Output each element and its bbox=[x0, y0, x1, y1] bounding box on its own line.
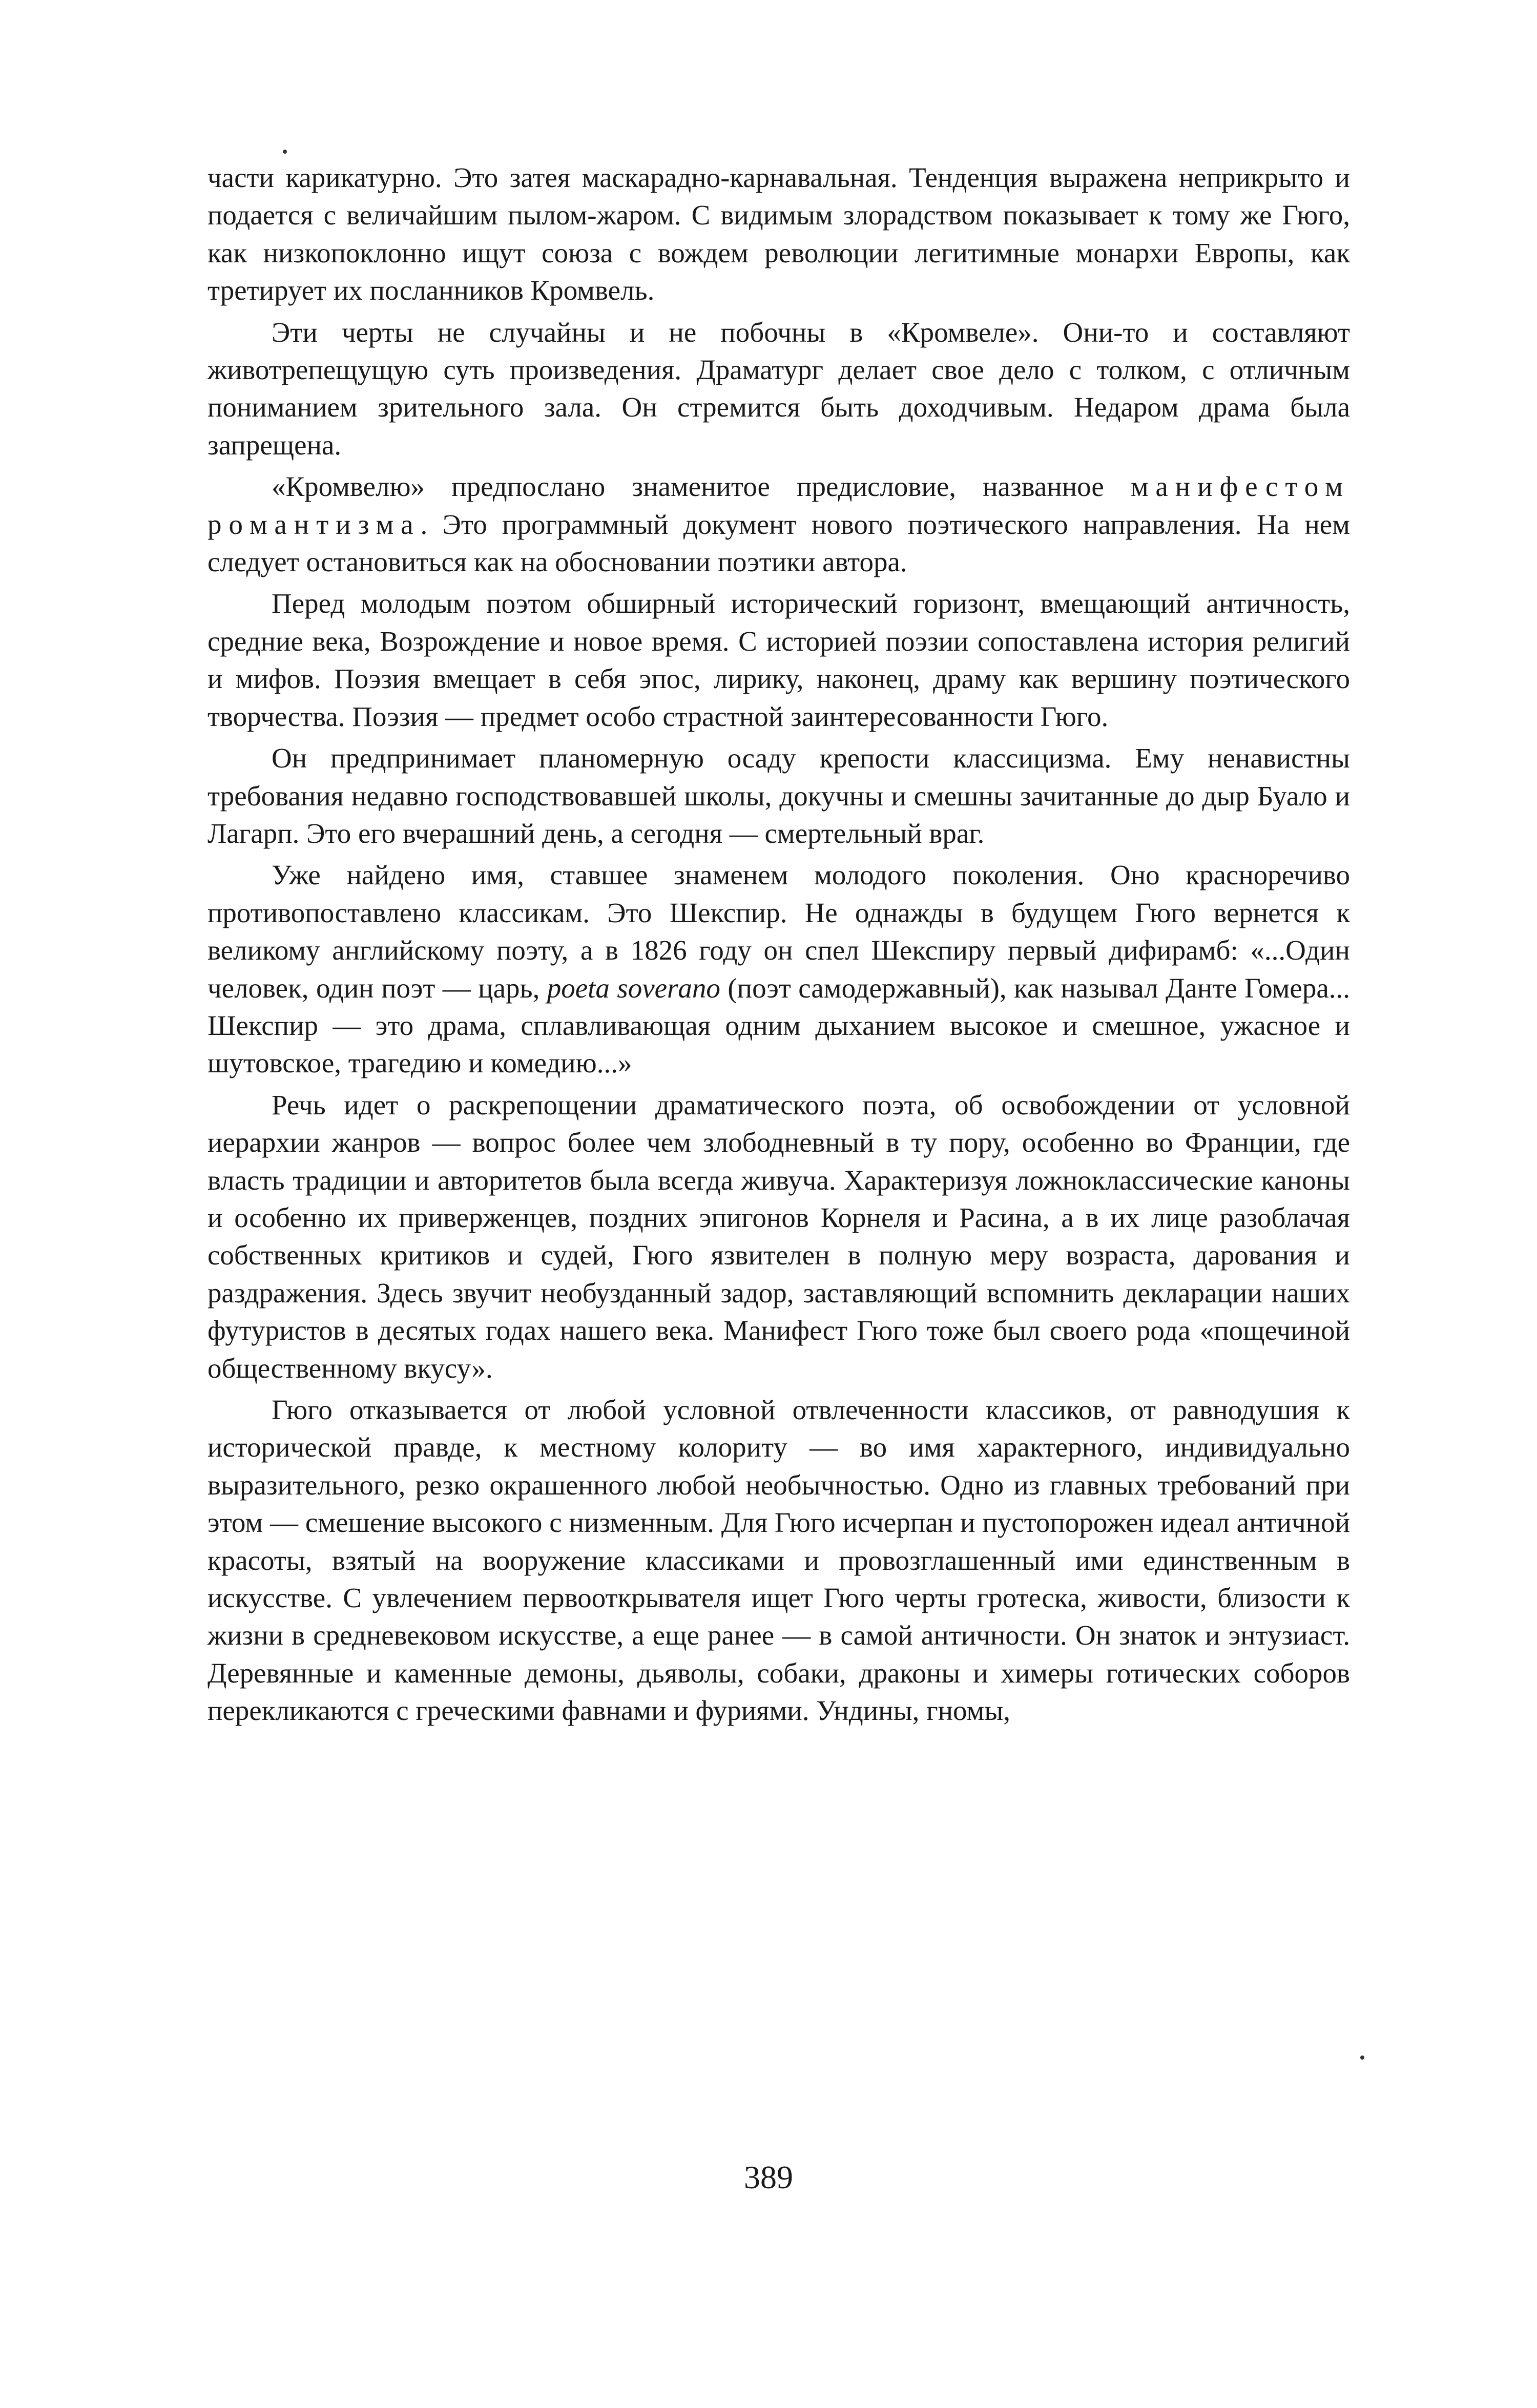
print-speck bbox=[1360, 2056, 1364, 2060]
italic-phrase: poeta soverano bbox=[547, 972, 720, 1004]
print-speck bbox=[283, 150, 287, 154]
paragraph-3-text-before: «Кромвелю» предпослано знаменитое предисловие, названное bbox=[272, 471, 1131, 503]
paragraph-3-text-after: . Это программный документ нового поэтического направления. На нем следует остановиться как на обосновании поэтики автора. bbox=[207, 508, 1350, 578]
paragraph-6 bbox=[207, 856, 1350, 1082]
paragraph-2: Эти черты не случайны и не побочны в «Кромвеле». Они-то и составляют животрепещущую суть произведения. Драматург делает свое дело с толком, с отличным пониманием зрительного зала. Он стремится быть доходчивым. Недаром драма была запрещена. bbox=[207, 316, 1350, 461]
paragraph-6-text-before: Уже найдено имя, ставшее знаменем молодого поколения. Оно красноречиво противопоставлено классикам. Это Шекспир. Не однажды в будущем Гюго вернется к великому английскому поэту, а в 1826 году он спел Шекспиру первый дифирамб: «...Один человек, один поэт — царь, bbox=[207, 859, 1350, 1004]
paragraph-7: Речь идет о раскрепощении драматического поэта, об освобождении от условной иерархии жанров — вопрос более чем злободневный в ту пору, особенно во Франции, где власть традиции и авторитетов была всегда живуча. Характеризуя ложноклассические каноны и особенно их приверженцев, поздних эпигонов Корнеля и Расина, а в их лице разоблачая собственных критиков и судей, Гюго язвителен в полную меру возраста, дарования и раздражения. Здесь звучит необузданный задор, заставляющий вспомнить декларации наших футуристов в десятых годах нашего века. Манифест Гюго тоже был своего рода «пощечиной общественному вкусу». bbox=[207, 1089, 1350, 1384]
emphasized-term: манифестом романтизма bbox=[207, 471, 1350, 540]
page-body bbox=[207, 159, 1350, 1734]
paragraph-5: Он предпринимает планомерную осаду крепости классицизма. Ему ненавистны требования недавно господствовавшей школы, докучны и смешны зачитанные до дыр Буало и Лагарп. Это его вчерашний день, а сегодня — смертельный враг. bbox=[207, 742, 1350, 849]
paragraph-4: Перед молодым поэтом обширный исторический горизонт, вмещающий античность, средние века, Возрождение и новое время. С историей поэзии сопоставлена история религий и мифов. Поэзия вмещает в себя эпос, лирику, наконец, драму как вершину поэтического творчества. Поэзия — предмет особо страстной заинтересованности Гюго. bbox=[207, 588, 1350, 732]
page-number: 389 bbox=[744, 2159, 793, 2195]
paragraph-3 bbox=[207, 468, 1350, 580]
paragraph-8: Гюго отказывается от любой условной отвлеченности классиков, от равнодушия к исторической правде, к местному колориту — во имя характерного, индивидуально выразительного, резко окрашенного любой необычностью. Одно из главных требований при этом — смешение высокого с низменным. Для Гюго исчерпан и пустопорожен идеал античной красоты, взятый на вооружение классиками и провозглашенный ими единственным в искусстве. С увлечением первооткрывателя ищет Гюго черты гротеска, живости, близости к жизни в средневековом искусстве, а еще ранее — в самой античности. Он знаток и энтузиаст. Деревянные и каменные демоны, дьяволы, собаки, драконы и химеры готических соборов перекликаются с греческими фавнами и фуриями. Ундины, гномы, bbox=[207, 1394, 1350, 1727]
paragraph-1: части карикатурно. Это затея маскарадно-карнавальная. Тенденция выражена неприкрыто и подается с величайшим пылом-жаром. С видимым злорадством показывает к тому же Гюго, как низкопоклонно ищут союза с вождем революции легитимные монархи Европы, как третирует их посланников Кромвель. bbox=[207, 162, 1350, 306]
paragraph-6-text-after: (поэт самодержавный), как называл Данте Гомера... Шекспир — это драма, сплавливающая одним дыханием высокое и смешное, ужасное и шутовское, трагедию и комедию...» bbox=[207, 972, 1350, 1079]
